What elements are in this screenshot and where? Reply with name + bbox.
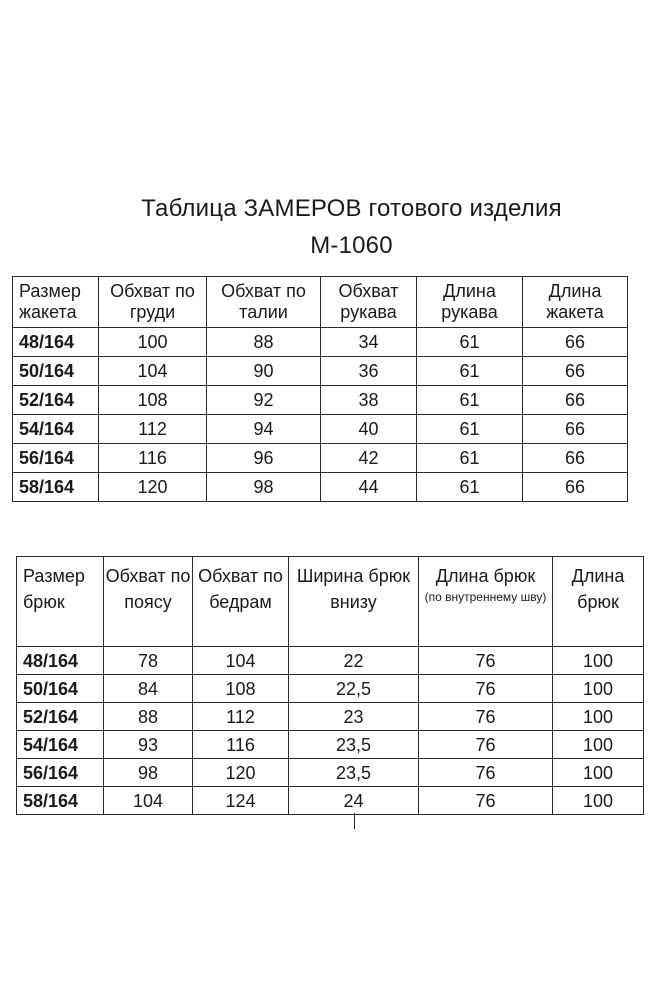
header-waist-girth: Обхват по талии	[207, 277, 321, 328]
measurement-cell: 98	[104, 759, 193, 787]
measurement-cell: 93	[104, 731, 193, 759]
size-cell: 58/164	[13, 473, 99, 502]
measurement-cell: 88	[207, 328, 321, 357]
measurement-cell: 78	[104, 647, 193, 675]
measurement-cell: 24	[289, 787, 419, 815]
measurement-cell: 66	[523, 357, 628, 386]
measurement-cell: 76	[419, 759, 553, 787]
header-trousers-size: Размер брюк	[17, 557, 104, 647]
measurement-cell: 100	[553, 675, 644, 703]
header-inseam-note: (по внутреннему шву)	[424, 590, 547, 604]
header-sleeve-girth: Обхват рукава	[321, 277, 417, 328]
measurement-cell: 124	[193, 787, 289, 815]
table-row	[17, 647, 644, 675]
measurement-cell: 23	[289, 703, 419, 731]
size-cell: 58/164	[17, 787, 104, 815]
measurement-cell: 61	[417, 328, 523, 357]
measurement-cell: 120	[99, 473, 207, 502]
measurement-cell: 40	[321, 415, 417, 444]
measurement-cell: 90	[207, 357, 321, 386]
measurement-cell: 112	[193, 703, 289, 731]
measurement-cell: 66	[523, 328, 628, 357]
measurement-cell: 76	[419, 703, 553, 731]
table-header-row	[17, 557, 644, 647]
measurement-cell: 108	[193, 675, 289, 703]
header-jacket-size: Размер жакета	[13, 277, 99, 328]
header-inseam-label: Длина брюк	[435, 566, 536, 586]
measurement-cell: 88	[104, 703, 193, 731]
measurement-cell: 76	[419, 731, 553, 759]
measurement-cell: 76	[419, 675, 553, 703]
measurement-cell: 36	[321, 357, 417, 386]
header-waistband-girth: Обхват по поясу	[104, 557, 193, 647]
measurement-cell: 100	[553, 787, 644, 815]
table-row	[13, 473, 628, 502]
model-number: М-1060	[310, 232, 393, 259]
measurement-cell: 66	[523, 473, 628, 502]
measurement-cell: 61	[417, 386, 523, 415]
measurement-cell: 38	[321, 386, 417, 415]
table-row	[17, 787, 644, 815]
measurement-cell: 100	[553, 703, 644, 731]
header-trousers-length: Длина брюк	[553, 557, 644, 647]
header-jacket-length: Длина жакета	[523, 277, 628, 328]
header-hem-width: Ширина брюк внизу	[289, 557, 419, 647]
measurement-cell: 42	[321, 444, 417, 473]
measurement-cell: 66	[523, 415, 628, 444]
size-cell: 56/164	[13, 444, 99, 473]
measurement-cell: 100	[553, 731, 644, 759]
table-row	[17, 759, 644, 787]
size-cell: 56/164	[17, 759, 104, 787]
measurement-cell: 66	[523, 444, 628, 473]
measurement-cell: 61	[417, 415, 523, 444]
size-cell: 50/164	[17, 675, 104, 703]
measurement-cell: 76	[419, 787, 553, 815]
measurement-cell: 104	[104, 787, 193, 815]
measurement-cell: 23,5	[289, 731, 419, 759]
table-row	[17, 675, 644, 703]
measurement-cell: 22,5	[289, 675, 419, 703]
trousers-measurements-table	[16, 556, 644, 815]
size-cell: 48/164	[17, 647, 104, 675]
table-row	[13, 386, 628, 415]
size-cell: 52/164	[13, 386, 99, 415]
measurement-cell: 84	[104, 675, 193, 703]
header-chest-girth: Обхват по груди	[99, 277, 207, 328]
table-row	[13, 328, 628, 357]
measurement-cell: 61	[417, 444, 523, 473]
measurement-cell: 112	[99, 415, 207, 444]
size-cell: 50/164	[13, 357, 99, 386]
table-row	[13, 444, 628, 473]
measurement-cell: 96	[207, 444, 321, 473]
measurement-cell: 61	[417, 473, 523, 502]
measurement-cell: 108	[99, 386, 207, 415]
measurement-cell: 100	[553, 759, 644, 787]
size-cell: 54/164	[17, 731, 104, 759]
measurement-cell: 66	[523, 386, 628, 415]
measurement-cell: 104	[193, 647, 289, 675]
measurement-cell: 100	[553, 647, 644, 675]
measurement-cell: 92	[207, 386, 321, 415]
measurement-cell: 22	[289, 647, 419, 675]
header-sleeve-length: Длина рукава	[417, 277, 523, 328]
table-row	[17, 703, 644, 731]
table-row	[13, 357, 628, 386]
size-cell: 48/164	[13, 328, 99, 357]
measurement-cell: 44	[321, 473, 417, 502]
table-row	[13, 415, 628, 444]
measurement-cell: 23,5	[289, 759, 419, 787]
measurement-cell: 104	[99, 357, 207, 386]
size-cell: 54/164	[13, 415, 99, 444]
header-inseam-length	[419, 557, 553, 647]
measurement-cell: 34	[321, 328, 417, 357]
stray-mark	[354, 813, 355, 829]
table-header-row	[13, 277, 628, 328]
document-title: Таблица ЗАМЕРОВ готового изделия	[141, 195, 562, 222]
measurement-cell: 116	[193, 731, 289, 759]
measurement-cell: 76	[419, 647, 553, 675]
jacket-measurements-table	[12, 276, 628, 502]
size-cell: 52/164	[17, 703, 104, 731]
table-row	[17, 731, 644, 759]
header-hip-girth: Обхват по бедрам	[193, 557, 289, 647]
measurement-cell: 98	[207, 473, 321, 502]
measurement-cell: 120	[193, 759, 289, 787]
measurement-cell: 100	[99, 328, 207, 357]
measurement-cell: 61	[417, 357, 523, 386]
measurement-cell: 94	[207, 415, 321, 444]
measurement-cell: 116	[99, 444, 207, 473]
